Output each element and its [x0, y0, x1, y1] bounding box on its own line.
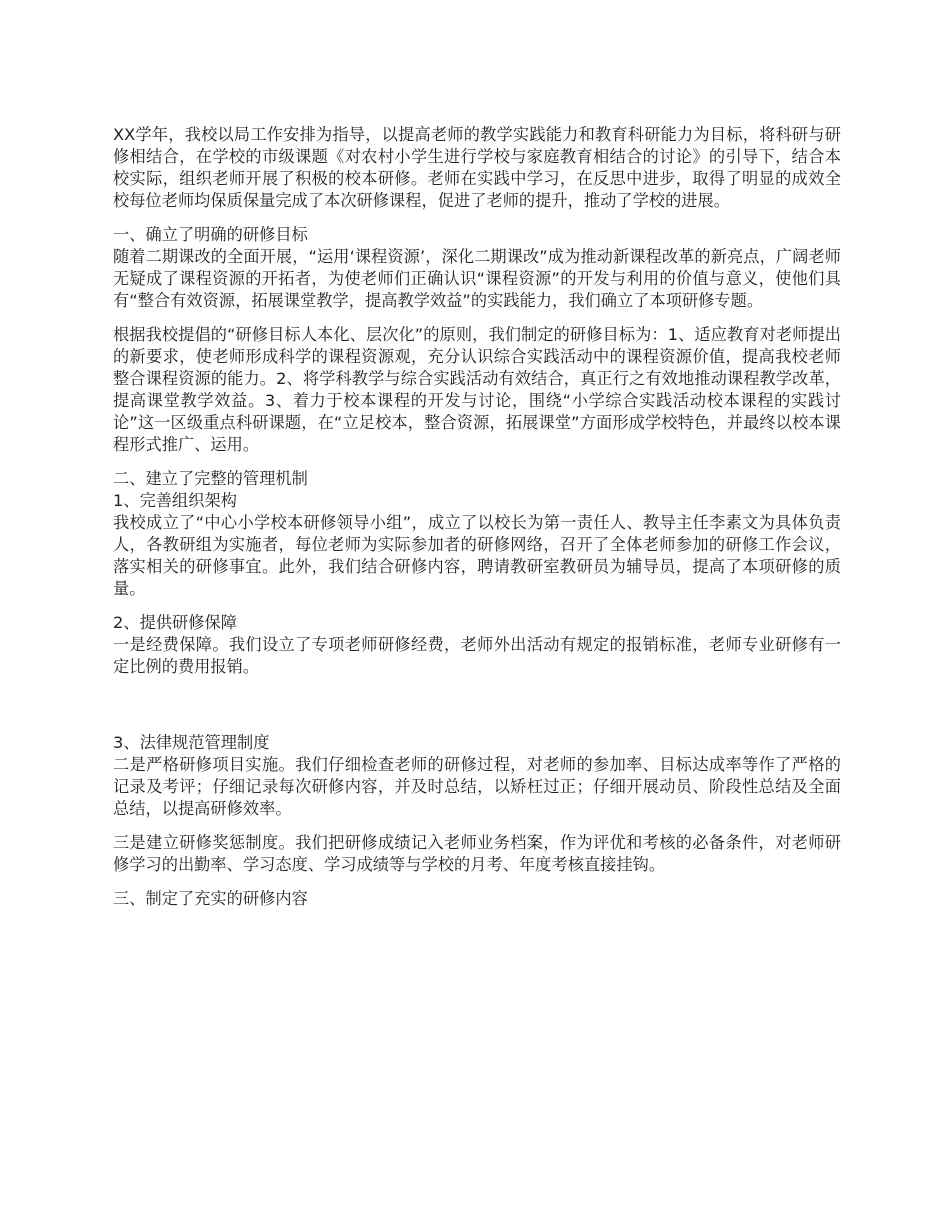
subheading-rules: 3、法律规范管理制度	[113, 733, 270, 752]
subheading-organization: 1、完善组织架构	[113, 491, 238, 510]
body-paragraph: 随着二期课改的全面开展，“运用‘课程资源’，深化二期课改”成为推动新课程改革的新亮点，广阔老师无疑成了课程资源的开拓者，为使老师们正确认识“课程资源”的开发与利用的价值与意义，使他们具有“整合有效资源，拓展课堂教学，提高教学效益”的实践能力，我们确立了本项研修专题。	[113, 247, 841, 310]
intro-paragraph: XX学年，我校以局工作安排为指导，以提高老师的教学实践能力和教育科研能力为目标，将科研与研修相结合，在学校的市级课题《对农村小学生进行学校与家庭教育相结合的讨论》的引导下，结合本校实际，组织老师开展了积极的校本研修。老师在实践中学习，在反思中进步，取得了明显的成效全校每位老师均保质保量完成了本次研修课程，促进了老师的提升，推动了学校的进展。	[113, 125, 841, 210]
body-paragraph: 二是严格研修项目实施。我们仔细检查老师的研修过程，对老师的参加率、目标达成率等作了严格的记录及考评；仔细记录每次研修内容，并及时总结，以矫枉过正；仔细开展动员、阶段性总结及全面总结，以提高研修效率。	[113, 755, 841, 818]
body-paragraph: 根据我校提倡的“研修目标人本化、层次化”的原则，我们制定的研修目标为：1、适应教育对老师提出的新要求，使老师形成科学的课程资源观，充分认识综合实践活动中的课程资源价值，提高我校老师整合课程资源的能力。2、将学科教学与综合实践活动有效结合，真正行之有效地推动课程教学改革，提高课堂教学效益。3、着力于校本课程的开发与讨论，围绕“小学综合实践活动校本课程的实践讨论”这一区级重点科研课题，在“立足校本，整合资源，拓展课堂”方面形成学校特色，并最终以校本课程形式推广、运用。	[113, 325, 841, 454]
body-paragraph: 我校成立了“中心小学校本研修领导小组”，成立了以校长为第一责任人、教导主任李素文为具体负责人，各教研组为实施者，每位老师为实际参加者的研修网络，召开了全体老师参加的研修工作会议，落实相关的研修事宜。此外，我们结合研修内容，聘请教研室教研员为辅导员，提高了本项研修的质量。	[113, 513, 841, 598]
subheading-support: 2、提供研修保障	[113, 613, 238, 632]
body-paragraph: 三是建立研修奖惩制度。我们把研修成绩记入老师业务档案，作为评优和考核的必备条件，对老师研修学习的出勤率、学习态度、学习成绩等与学校的月考、年度考核直接挂钩。	[113, 833, 841, 874]
document-body	[113, 124, 841, 910]
section-heading-goals: 一、确立了明确的研修目标	[113, 225, 308, 244]
section-heading-management: 二、建立了完整的管理机制	[113, 469, 308, 488]
body-paragraph: 一是经费保障。我们设立了专项老师研修经费，老师外出活动有规定的报销标准，老师专业研修有一定比例的费用报销。	[113, 635, 841, 676]
section-heading-content: 三、制定了充实的研修内容	[113, 889, 308, 908]
